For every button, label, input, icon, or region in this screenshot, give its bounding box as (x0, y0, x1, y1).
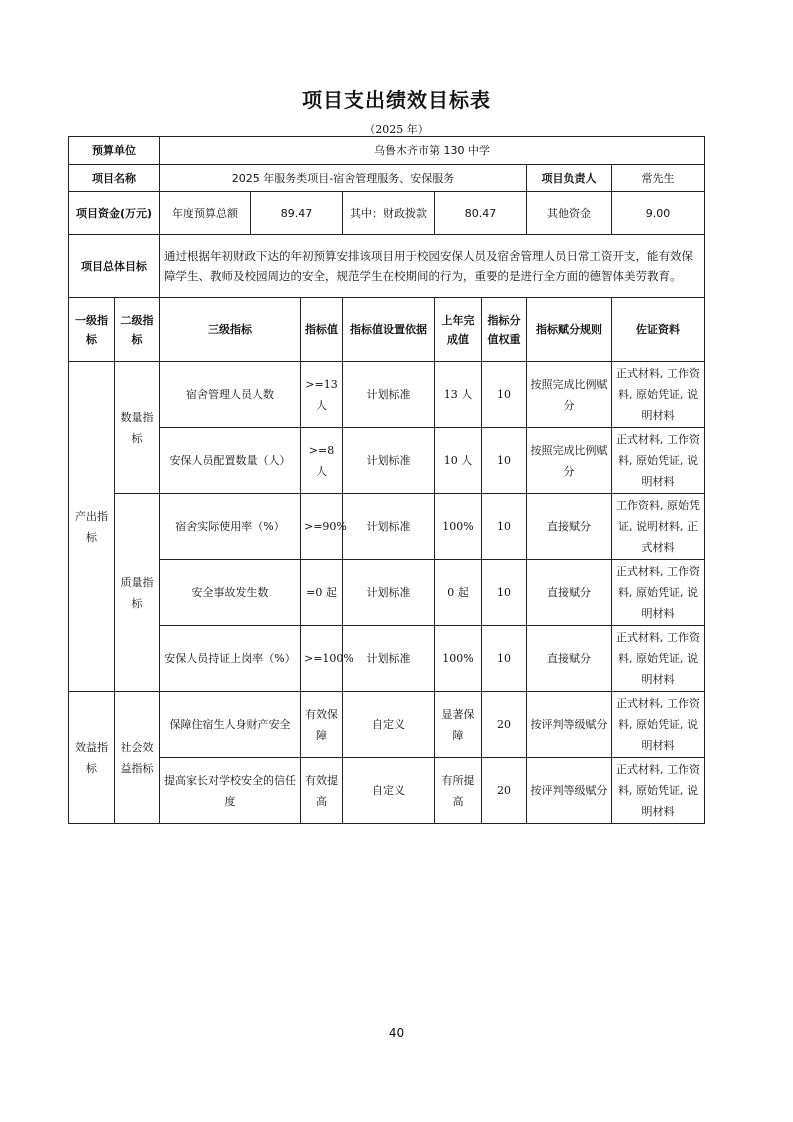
header-level1: 一级指标 (69, 298, 115, 362)
budget-unit-row (69, 137, 705, 165)
indicator-last-year: 0 起 (435, 560, 482, 626)
indicator-evidence: 正式材料, 工作资料, 原始凭证, 说明材料 (612, 692, 705, 758)
year-label: （2025 年） (364, 123, 429, 136)
indicator-value: >=90% (301, 494, 343, 560)
indicator-rule: 直接赋分 (527, 560, 612, 626)
budget-unit-value: 乌鲁木齐市第 130 中学 (160, 137, 705, 165)
other-funds-label: 其他资金 (527, 192, 612, 235)
indicator-last-year: 有所提高 (435, 758, 482, 824)
indicator-evidence: 正式材料, 工作资料, 原始凭证, 说明材料 (612, 758, 705, 824)
indicator-name: 安保人员配置数量（人） (160, 428, 301, 494)
indicator-evidence: 正式材料, 工作资料, 原始凭证, 说明材料 (612, 626, 705, 692)
indicator-weight: 10 (482, 494, 527, 560)
indicator-last-year: 100% (435, 494, 482, 560)
indicator-rule: 按照完成比例赋分 (527, 428, 612, 494)
indicator-basis: 自定义 (343, 758, 435, 824)
table-row (69, 560, 705, 626)
indicator-last-year: 显著保障 (435, 692, 482, 758)
indicator-basis: 自定义 (343, 692, 435, 758)
header-rule: 指标赋分规则 (527, 298, 612, 362)
indicator-name: 提高家长对学校安全的信任度 (160, 758, 301, 824)
indicator-name: 安保人员持证上岗率（%） (160, 626, 301, 692)
table-row (69, 494, 705, 560)
group-quantity: 数量指标 (115, 362, 160, 494)
header-level3: 三级指标 (160, 298, 301, 362)
header-evidence: 佐证资料 (612, 298, 705, 362)
indicator-value: =0 起 (301, 560, 343, 626)
indicator-rule: 按评判等级赋分 (527, 692, 612, 758)
group-output: 产出指标 (69, 362, 115, 692)
indicator-value: >=13 人 (301, 362, 343, 428)
indicator-evidence: 正式材料, 工作资料, 原始凭证, 说明材料 (612, 428, 705, 494)
budget-unit-label: 预算单位 (69, 137, 160, 165)
project-leader-value: 常先生 (612, 165, 705, 192)
indicator-evidence: 工作资料, 原始凭证, 说明材料, 正式材料 (612, 494, 705, 560)
table-row (69, 758, 705, 824)
indicator-basis: 计划标准 (343, 560, 435, 626)
table-row (69, 626, 705, 692)
indicator-last-year: 100% (435, 626, 482, 692)
indicator-basis: 计划标准 (343, 428, 435, 494)
indicator-name: 宿舍管理人员人数 (160, 362, 301, 428)
group-benefit: 效益指标 (69, 692, 115, 824)
project-name-row (69, 165, 705, 192)
indicator-weight: 10 (482, 362, 527, 428)
indicator-basis: 计划标准 (343, 362, 435, 428)
table-row (69, 362, 705, 428)
table-row (69, 692, 705, 758)
indicator-rule: 直接赋分 (527, 494, 612, 560)
annual-total-label: 年度预算总额 (160, 192, 251, 235)
indicator-weight: 10 (482, 428, 527, 494)
project-leader-label: 项目负责人 (527, 165, 612, 192)
table-row (69, 428, 705, 494)
page-title: 项目支出绩效目标表 (302, 88, 491, 112)
header-weight: 指标分值权重 (482, 298, 527, 362)
indicator-weight: 20 (482, 692, 527, 758)
indicator-last-year: 13 人 (435, 362, 482, 428)
indicator-value: >=8 人 (301, 428, 343, 494)
project-name-value: 2025 年服务类项目-宿舍管理服务、安保服务 (160, 165, 527, 192)
indicator-value: 有效保障 (301, 692, 343, 758)
performance-table (68, 136, 705, 824)
project-name-label: 项目名称 (69, 165, 160, 192)
project-funds-row (69, 192, 705, 235)
header-level2: 二级指标 (115, 298, 160, 362)
indicator-rule: 直接赋分 (527, 626, 612, 692)
indicator-name: 安全事故发生数 (160, 560, 301, 626)
header-basis: 指标值设置依据 (343, 298, 435, 362)
page-number: 40 (388, 1026, 405, 1040)
annual-total-value: 89.47 (251, 192, 343, 235)
indicator-rule: 按照完成比例赋分 (527, 362, 612, 428)
header-value: 指标值 (301, 298, 343, 362)
indicator-basis: 计划标准 (343, 626, 435, 692)
indicator-name: 保障住宿生人身财产安全 (160, 692, 301, 758)
overall-goal-label: 项目总体目标 (69, 235, 160, 298)
overall-goal-text: 通过根据年初财政下达的年初预算安排该项目用于校园安保人员及宿舍管理人员日常工资开支，能有效保障学生、教师及校园周边的安全，规范学生在校期间的行为，重要的是进行全方面的德智体美劳教育。 (160, 235, 705, 298)
group-social: 社会效益指标 (115, 692, 160, 824)
indicator-basis: 计划标准 (343, 494, 435, 560)
indicator-weight: 10 (482, 626, 527, 692)
indicator-weight: 20 (482, 758, 527, 824)
group-quality: 质量指标 (115, 494, 160, 692)
fiscal-alloc-value: 80.47 (435, 192, 527, 235)
fiscal-alloc-label: 其中：财政拨款 (343, 192, 435, 235)
indicator-evidence: 正式材料, 工作资料, 原始凭证, 说明材料 (612, 362, 705, 428)
indicator-last-year: 10 人 (435, 428, 482, 494)
indicator-name: 宿舍实际使用率（%） (160, 494, 301, 560)
header-last-year: 上年完成值 (435, 298, 482, 362)
indicator-value: 有效提高 (301, 758, 343, 824)
overall-goal-row (69, 235, 705, 298)
header-row (69, 298, 705, 362)
indicator-value: >=100% (301, 626, 343, 692)
project-funds-label: 项目资金(万元) (69, 192, 160, 235)
indicator-rule: 按评判等级赋分 (527, 758, 612, 824)
indicator-weight: 10 (482, 560, 527, 626)
other-funds-value: 9.00 (612, 192, 705, 235)
indicator-evidence: 正式材料, 工作资料, 原始凭证, 说明材料 (612, 560, 705, 626)
